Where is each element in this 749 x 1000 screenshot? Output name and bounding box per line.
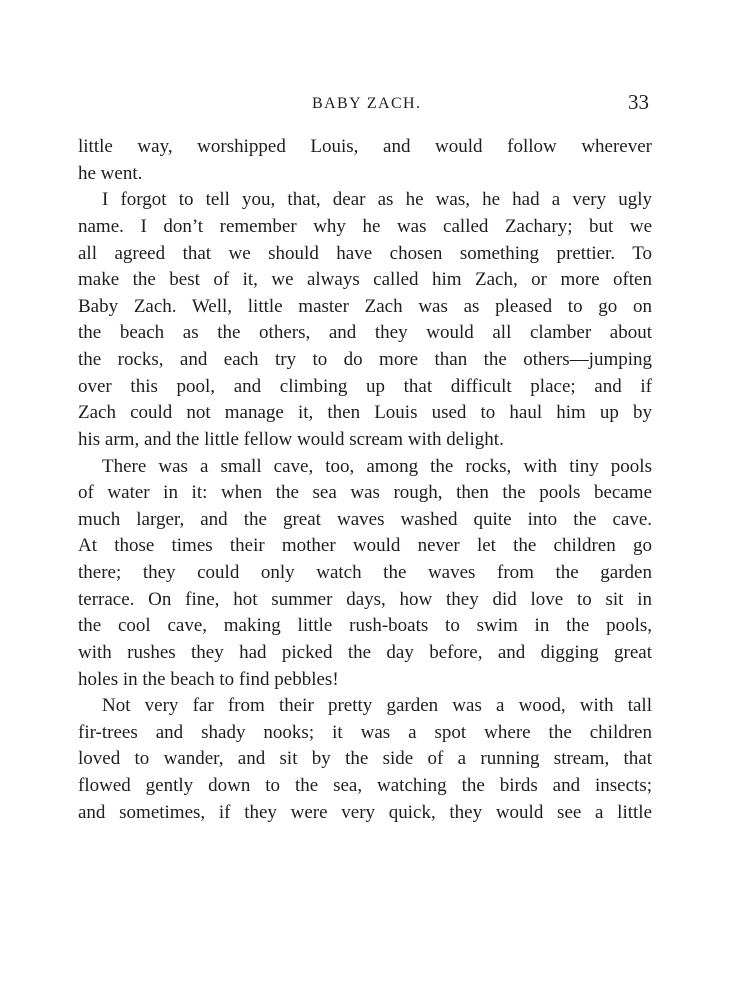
text-line: and sometimes, if they were very quick, they would see a little [78,801,652,823]
running-title: BABY ZACH. [312,95,422,112]
text-line: loved to wander, and sit by the side of a running stream, that [78,748,652,770]
text-line: name. I don’t remember why he was called Zachary; but we [78,215,652,237]
text-line: all agreed that we should have chosen something prettier. To [78,242,652,264]
body-text [78,134,652,826]
text-line: Baby Zach. Well, little master Zach was as pleased to go on [78,295,652,317]
text-line: fir-trees and shady nooks; it was a spot where the children [78,721,652,743]
paragraph-2 [78,187,652,453]
text-line: the cool cave, making little rush-boats to swim in the pools, [78,615,652,637]
text-line: he went. [78,162,143,184]
text-line: make the best of it, we always called him Zach, or more often [78,269,652,291]
text-line: I forgot to tell you, that, dear as he was, he had a very ugly [102,189,652,211]
paragraph-4 [78,693,652,826]
text-line: much larger, and the great waves washed quite into the cave. [78,508,652,530]
paragraph-3 [78,454,652,694]
text-line: At those times their mother would never let the children go [78,535,652,557]
text-line: terrace. On fine, hot summer days, how they did love to sit in [78,588,652,610]
page-number: 33 [628,90,649,114]
text-line: the rocks, and each try to do more than the others—jumping [78,349,652,370]
text-line: little way, worshipped Louis, and would follow wherever [78,136,652,157]
text-line: holes in the beach to find pebbles! [78,668,339,690]
text-line: There was a small cave, too, among the rocks, with tiny pools [102,455,652,477]
text-line: there; they could only watch the waves from the garden [78,562,652,583]
text-line: flowed gently down to the sea, watching the birds and insects; [78,775,652,796]
text-line: his arm, and the little fellow would scream with delight. [78,428,504,450]
text-line: the beach as the others, and they would all clamber about [78,322,652,344]
text-line: with rushes they had picked the day before, and digging great [78,641,652,663]
paragraph-1 [78,134,652,187]
text-line: over this pool, and climbing up that difficult place; and if [78,375,652,397]
text-line: Not very far from their pretty garden was a wood, with tall [102,695,652,717]
running-head [0,92,749,116]
text-line: Zach could not manage it, then Louis used to haul him up by [78,402,652,424]
text-line: of water in it: when the sea was rough, then the pools became [78,482,652,504]
